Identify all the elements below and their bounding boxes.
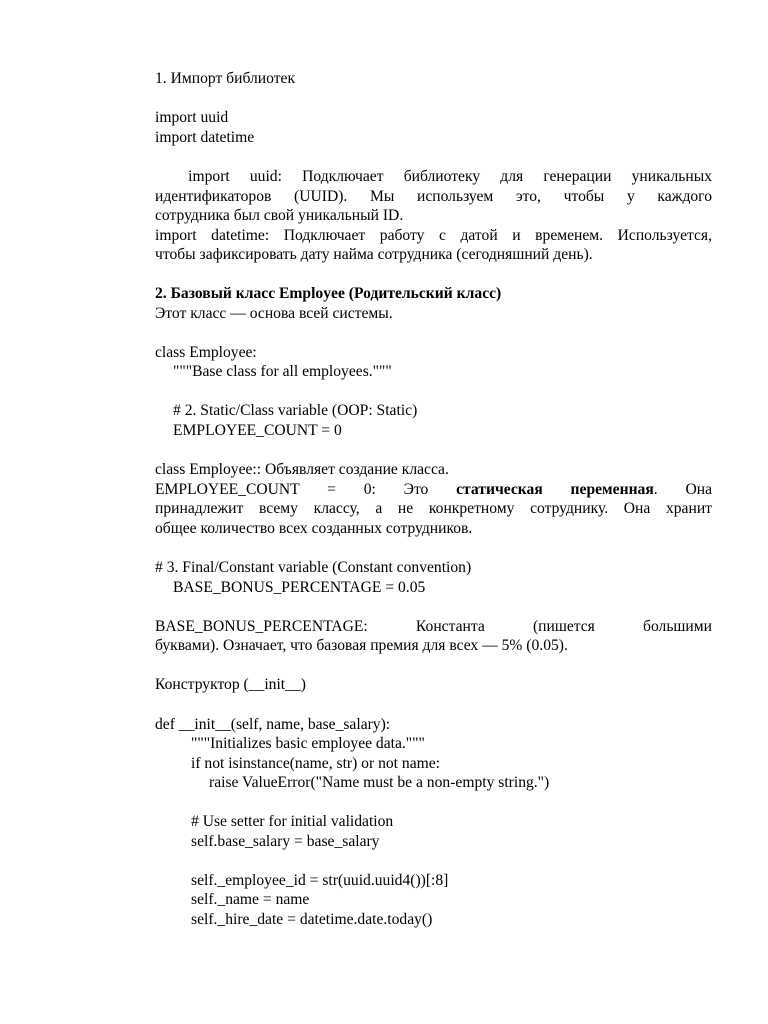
code-line: self._employee_id = str(uuid.uuid4())[:8] (191, 872, 449, 889)
section-heading-constructor: Конструктор (__init__) (155, 676, 306, 693)
paragraph-line: Этот класс — основа всей системы. (155, 305, 393, 322)
paragraph-line: общее количество всех созданных сотрудников. (155, 520, 473, 537)
paragraph-line: идентификаторов (UUID). Мы используем это, чтобы у каждого (155, 188, 712, 205)
paragraph-line: буквами). Означает, что базовая премия для всех — 5% (0.05). (155, 637, 568, 654)
code-line: class Employee: (155, 344, 257, 361)
paragraph-text: . Она (653, 481, 713, 498)
paragraph-text: import uuid: Подключает библиотеку для генерации уникальных (168, 168, 712, 185)
code-line: import datetime (155, 129, 255, 146)
paragraph-line: BASE_BONUS_PERCENTAGE: Константа (пишется большими (155, 618, 712, 635)
code-comment: # Use setter for initial validation (191, 813, 394, 830)
paragraph-line: сотрудника был свой уникальный ID. (155, 207, 404, 224)
code-line: BASE_BONUS_PERCENTAGE = 0.05 (173, 579, 426, 596)
code-line: raise ValueError("Name must be a non-empty string.") (209, 774, 550, 791)
paragraph-line: class Employee:: Объявляет создание класса. (155, 461, 449, 478)
code-line: self._hire_date = datetime.date.today() (191, 911, 433, 928)
code-comment: # 3. Final/Constant variable (Constant convention) (155, 559, 472, 576)
paragraph-line: принадлежит всему классу, а не конкретному сотруднику. Она хранит (155, 500, 712, 517)
code-comment: # 2. Static/Class variable (OOP: Static) (173, 402, 418, 419)
code-line: """Initializes basic employee data.""" (191, 735, 425, 752)
code-line: def __init__(self, name, base_salary): (155, 716, 391, 733)
paragraph-line (155, 167, 712, 187)
code-line: if not isinstance(name, str) or not name: (191, 755, 440, 772)
code-line: """Base class for all employees.""" (173, 363, 392, 380)
paragraph-line (155, 480, 712, 500)
section-heading-imports: 1. Импорт библиотек (155, 70, 296, 87)
code-line: EMPLOYEE_COUNT = 0 (173, 422, 342, 439)
paragraph-text: EMPLOYEE_COUNT = 0: Это (155, 481, 429, 498)
code-line: import uuid (155, 109, 229, 126)
bold-term: статическая переменная (456, 481, 654, 498)
paragraph-line: import datetime: Подключает работу с датой и временем. Используется, (155, 227, 712, 244)
code-line: self._name = name (191, 891, 310, 908)
paragraph-line: чтобы зафиксировать дату найма сотрудника (сегодняшний день). (155, 246, 593, 263)
section-heading-employee: 2. Базовый класс Employee (Родительский класс) (155, 285, 502, 302)
code-line: self.base_salary = base_salary (191, 833, 380, 850)
